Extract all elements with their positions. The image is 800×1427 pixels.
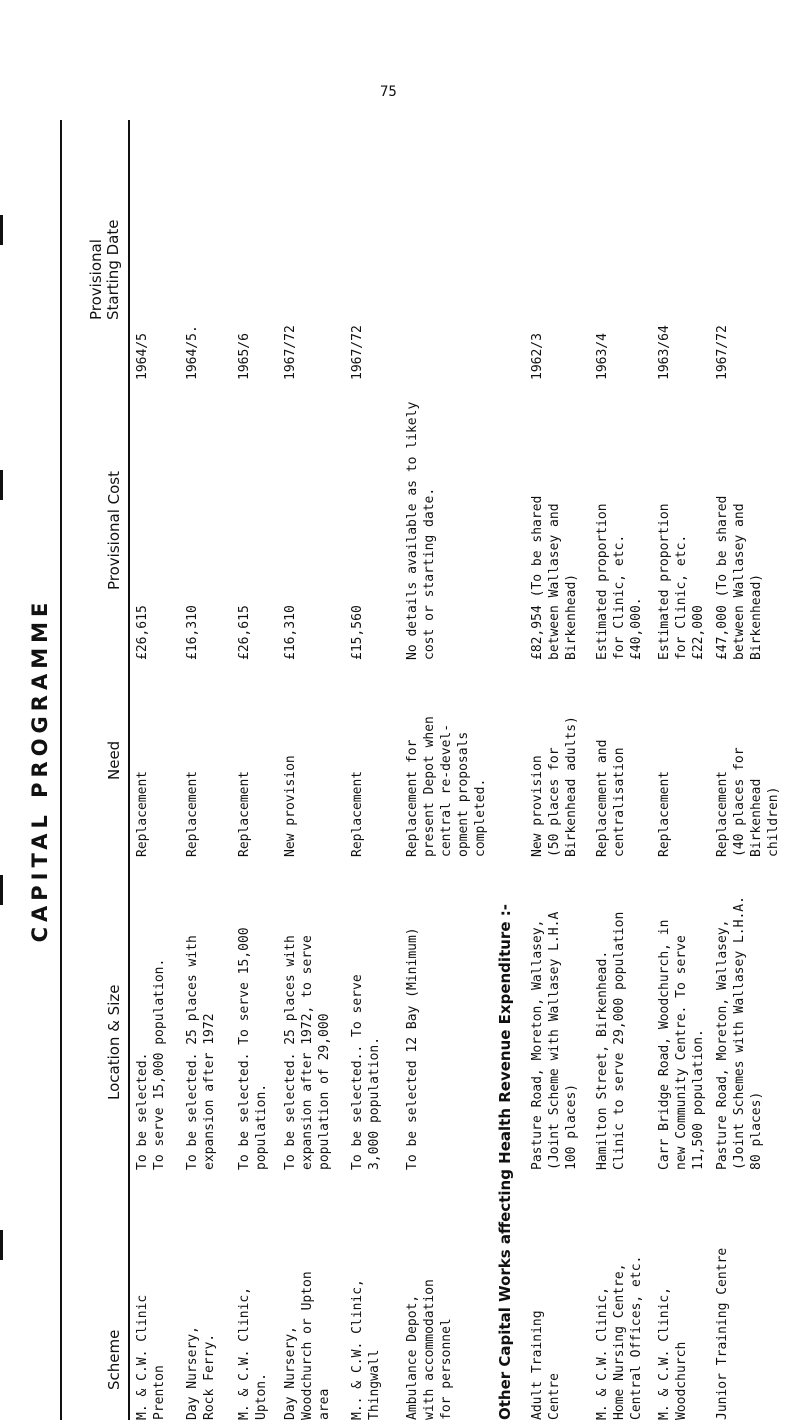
cost-cell: Estimated proportion for Clinic, etc. £22,000: [657, 503, 706, 660]
date-cell: 1967/72: [715, 325, 730, 380]
scheme-cell: M. & C.W. Clinic, Home Nursing Centre, Central Offices, etc.: [595, 1255, 644, 1420]
scheme-cell: Adult Training Centre: [530, 1310, 562, 1420]
need-cell: Replacement: [350, 770, 365, 857]
date-cell: 1964/5.: [185, 325, 200, 380]
rotated-table: [24, 120, 784, 1420]
cost-cell: £16,310: [185, 605, 200, 660]
edge-marker: [0, 215, 3, 245]
date-cell: 1967/72: [350, 325, 365, 380]
cost-cell: £47,000 (To be shared between Wallasey and Birkenhead): [715, 495, 764, 660]
cost-cell: £26,615: [135, 605, 150, 660]
edge-marker: [0, 470, 3, 500]
cost-cell: £15,560: [350, 605, 365, 660]
edge-marker: [0, 875, 3, 905]
location-cell: Hamilton Street, Birkenhead. Clinic to serve 29,000 population: [595, 911, 627, 1170]
cost-cell: £26,615: [237, 605, 252, 660]
date-cell: 1967/72: [283, 325, 298, 380]
other-works-heading: Other Capital Works affecting Health Revenue Expenditure :-: [496, 904, 514, 1420]
location-cell: To be selected. 25 places with expansion after 1972: [185, 935, 217, 1170]
location-cell: To be selected. To serve 15,000 population.: [237, 927, 269, 1170]
page-title: CAPITAL PROGRAMME: [28, 597, 52, 943]
date-cell: 1965/6: [237, 333, 252, 380]
location-cell: To be selected 12 Bay (Minimum): [405, 927, 420, 1170]
location-cell: To be selected. To serve 15,000 population.: [135, 958, 167, 1170]
date-cell: 1963/64: [657, 325, 672, 380]
need-cell: Replacement: [135, 770, 150, 857]
location-cell: Pasture Road, Moreton, Wallasey, (Joint Schemes with Wallasey L.H.A. 80 places): [715, 896, 764, 1170]
need-cell: Replacement: [237, 770, 252, 857]
date-cell: 1963/4: [595, 333, 610, 380]
scheme-cell: Junior Training Centre: [715, 1247, 730, 1420]
need-cell: New provision (50 places for Birkenhead adults): [530, 716, 579, 857]
scheme-cell: M. & C.W. Clinic, Woodchurch: [657, 1286, 689, 1420]
scheme-cell: M.. & C.W. Clinic, Thingwall: [350, 1279, 382, 1420]
cost-cell: Estimated proportion for Clinic, etc. £40,000.: [595, 503, 644, 660]
date-cell: 1964/5: [135, 333, 150, 380]
need-cell: Replacement (40 places for Birkenhead children): [715, 747, 781, 857]
need-cell: Replacement: [657, 770, 672, 857]
location-cell: Pasture Road, Moreton, Wallasey, (Joint Scheme with Wallasey L.H.A 100 places): [530, 911, 579, 1170]
title-rule: [60, 120, 62, 1420]
need-cell: Replacement for present Depot when central re-devel- opment proposals completed.: [405, 716, 488, 857]
header-cost: Provisional Cost: [105, 471, 123, 590]
scheme-cell: Day Nursery, Woodchurch or Upton area: [283, 1271, 332, 1420]
header-need: Need: [105, 740, 123, 780]
need-cell: Replacement: [185, 770, 200, 857]
header-rule: [128, 120, 130, 1420]
scheme-cell: Ambulance Depot, with accommodation for personnel: [405, 1279, 454, 1420]
need-cell: Replacement and centralisation: [595, 739, 627, 857]
edge-marker: [0, 1230, 3, 1260]
cost-cell: No details available as to likely cost or starting date.: [405, 401, 437, 660]
scheme-cell: M. & C.W. Clinic Prenton: [135, 1294, 167, 1420]
need-cell: New provision: [283, 755, 298, 857]
scheme-cell: M. & C.W. Clinic, Upton.: [237, 1286, 269, 1420]
cost-cell: £16,310: [283, 605, 298, 660]
date-cell: 1962/3: [530, 333, 545, 380]
location-cell: Carr Bridge Road, Woodchurch, in new Community Centre. To serve 11,500 population.: [657, 919, 706, 1170]
page-number: 75: [380, 84, 397, 100]
cost-cell: £82,954 (To be shared between Wallasey and Birkenhead): [530, 495, 579, 660]
header-date: Provisional Starting Date: [87, 219, 122, 320]
header-location: Location & Size: [105, 984, 123, 1100]
scheme-cell: Day Nursery, Rock Ferry.: [185, 1326, 217, 1420]
location-cell: To be selected.. To serve 3,000 population.: [350, 974, 382, 1170]
header-scheme: Scheme: [105, 1329, 123, 1390]
location-cell: To be selected. 25 places with expansion after 1972, to serve population of 29,000: [283, 935, 332, 1170]
